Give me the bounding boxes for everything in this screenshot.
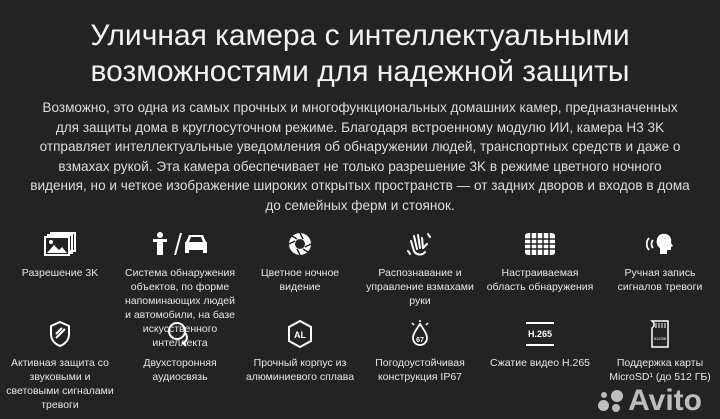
feature-aluminum [240,320,360,412]
al-text: AL [294,330,306,340]
microsd-icon [650,320,670,348]
feature-label: Поддержка карты MicroSD¹ (до 512 ГБ) [609,357,711,383]
codec-text: H.265 [527,329,553,339]
feature-label: Прочный корпус из алюминиевого сплава [245,357,355,383]
feature-active-defense [0,320,120,412]
feature-label: Активная защита со звуковыми и световыми сигналами тревоги [6,357,114,411]
feature-two-way-audio [120,320,240,412]
title-line-2: возможностями для надежной защиты [90,55,630,88]
feature-label: Цветное ночное видение [260,267,340,293]
description: Возможно, это одна из самых прочных и многофункциональных домашних камер, предназначенных для защиты дома в круглосуточном режиме. Благодаря встроенному модулю ИИ, камера H3 3K отправляет интеллектуальные уведомления об обнаружении людей, транспортных средств и даже о взмахах рукой. Эта камера обеспечивает не только разрешение 3K в режиме цветного ночного видения, но и четкое изображение широких открытых пространств — от задних дворов и входов в дома до семейных ферм и стоянок. [30,100,690,213]
aluminum-hexagon-icon [287,320,313,348]
title-line-1: Уличная камера с интеллектуальными [90,19,630,52]
sd-text: 512GB [653,336,667,341]
shield-icon [49,320,71,348]
ip-text: 67 [416,337,424,344]
feature-label: Ручная запись сигналов тревоги [617,267,703,293]
page-title [0,18,720,90]
feature-ip67 [360,320,480,412]
watermark-text: Avito [628,384,702,417]
waving-hand-icon [406,230,434,258]
speaking-head-icon [646,230,674,258]
feature-label: Распознавание и управление взмахами руки [366,267,474,307]
feature-label: Двухсторонняя аудиосвязь [143,357,217,383]
feature-label: Разрешение 3K [21,267,99,279]
feature-label: Сжатие видео H.265 [489,357,591,369]
avito-watermark [598,384,702,418]
person-car-icon [152,230,208,258]
feature-label: Настраиваемая область обнаружения [486,267,594,293]
chat-bubbles-icon [167,320,193,348]
h265-icon [524,320,556,348]
water-drop-icon [408,320,432,348]
feature-label: Система обнаружения объектов, по форме напоминающих людей и автомобили, на базе искусственного интеллекта [124,267,236,349]
image-stack-icon [43,230,77,258]
grid-icon [525,230,555,258]
feature-label: Погодоустойчивая конструкция IP67 [375,357,465,383]
aperture-icon [288,230,312,258]
avito-logo-icon [598,390,624,412]
feature-h265 [480,320,600,412]
